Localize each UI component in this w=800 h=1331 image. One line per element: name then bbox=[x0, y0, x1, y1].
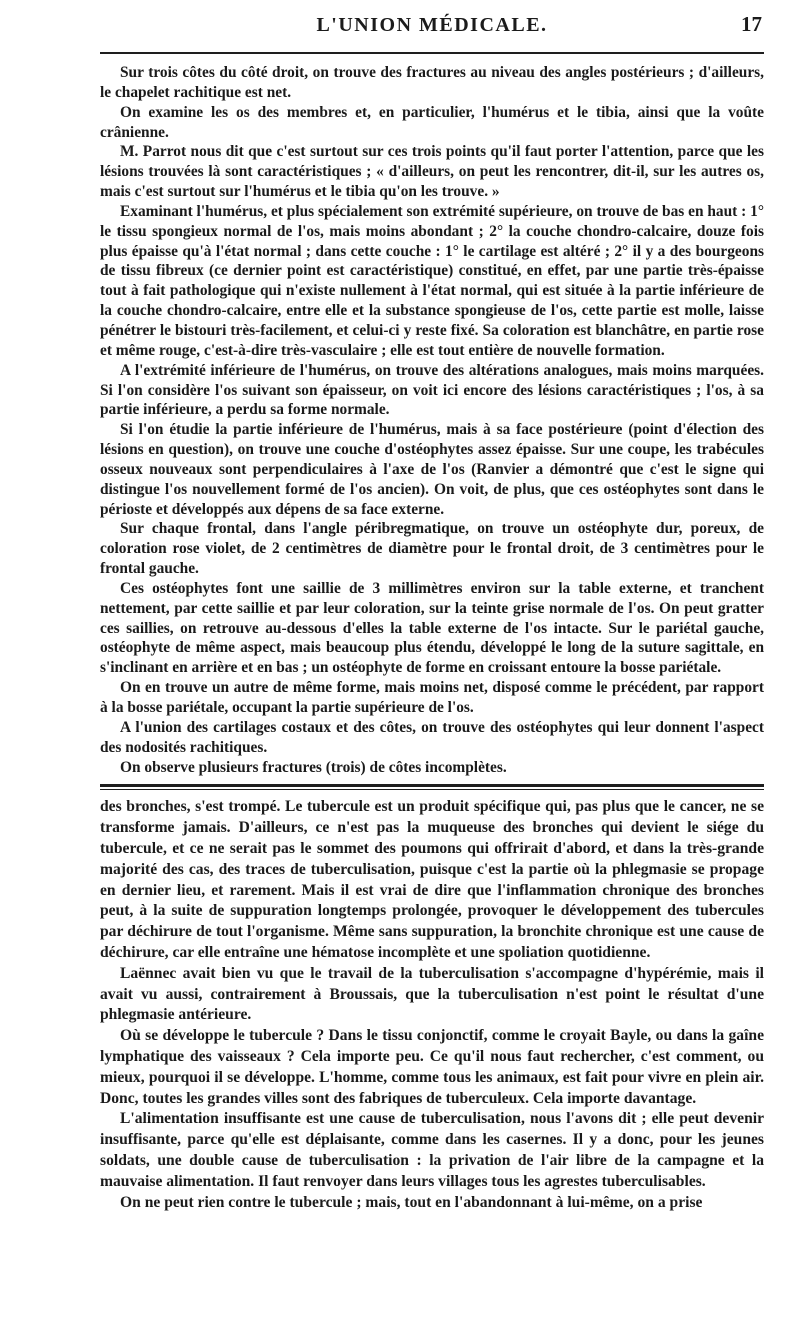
paragraph: A l'union des cartilages costaux et des côtes, on trouve des ostéophytes qui leur donnent l'aspect des nodosités rachitiques. bbox=[100, 718, 764, 756]
paragraph: On ne peut rien contre le tubercule ; mais, tout en l'abandonnant à lui-même, on a prise bbox=[120, 1193, 703, 1211]
paragraph: Où se développe le tubercule ? Dans le tissu conjonctif, comme le croyait Bayle, ou dans la gaîne lymphatique des vaisseaux ? Cela importe peu. Ce qu'il nous faut rechercher, c'est comment, ou mieux, pourquoi il se développe. L'homme, comme tous les animaux, est fait pour vivre en plein air. Donc, toutes les grandes villes sont des fabriques de tuberculeux. Cela importe davantage. bbox=[100, 1027, 764, 1107]
running-title: L'UNION MÉDICALE. bbox=[316, 14, 548, 36]
page-header bbox=[100, 0, 764, 54]
paragraph: Examinant l'humérus, et plus spécialement son extrémité supérieure, on trouve de bas en haut : 1° le tissu spongieux normal de l'os, mais moins abondant ; 2° la couche chondro-calcaire, douze fois plus épaisse qu'à l'état normal ; dans cette couche : 1° le cartilage est altéré ; 2° il y a des bourgeons de tissu fibreux (ce dernier point est caractéristique) constitué, en effet, par une partie très-épaisse tout à fait pathologique qui n'existe nullement à l'état normal, qui est située à la partie inférieure de la couche chondro-calcaire, entre elle et la substance spongieuse de l'os, cette partie est molle, laisse pénétrer le bistouri très-facilement, et celui-ci y reste fixé. Sa coloration est blanchâtre, en partie rose et même rouge, c'est-à-dire très-vasculaire ; elle est tout entière de nouvelle formation. bbox=[100, 202, 764, 359]
section-divider bbox=[100, 784, 764, 790]
paragraph: A l'extrémité inférieure de l'humérus, on trouve des altérations analogues, mais moins marquées. Si l'on considère l'os suivant son épaisseur, on voit ici encore des lésions caractéristiques ; l'os, à sa partie inférieure, a perdu sa forme normale. bbox=[100, 361, 764, 419]
tuberculosis-section bbox=[100, 797, 764, 1213]
paragraph: Sur chaque frontal, dans l'angle péribregmatique, on trouve un ostéophyte dur, poreux, de coloration rose violet, de 2 centimètres de diamètre pour le frontal droit, de 3 centimètres pour le frontal gauche. bbox=[100, 520, 764, 578]
paragraph: M. Parrot nous dit que c'est surtout sur ces trois points qu'il faut porter l'attention, parce que les lésions trouvées là sont caractéristiques ; « d'ailleurs, on peut les rencontrer, dit-il, sur les autres os, mais c'est surtout sur l'humérus et le tibia qu'on les trouve. » bbox=[100, 143, 764, 201]
paragraph: On observe plusieurs fractures (trois) de côtes incomplètes. bbox=[120, 758, 507, 776]
paragraph: Si l'on étudie la partie inférieure de l'humérus, mais à sa face postérieure (point d'élection des lésions en question), on trouve une couche d'ostéophytes assez épaisse. Sur une coupe, les trabécules osseux nouveaux sont perpendiculaires à l'axe de l'os (Ranvier a démontré que c'est le signe qui distingue l'os nouvellement formé de l'os ancien). On voit, de plus, que ces ostéophytes sont dans le périoste et développés aux dépens de sa face externe. bbox=[100, 421, 764, 518]
page-number: 17 bbox=[741, 12, 762, 36]
paragraph: L'alimentation insuffisante est une cause de tuberculisation, nous l'avons dit ; elle peut devenir insuffisante, parce qu'elle est déplaisante, comme dans les casernes. Il y a donc, pour les jeunes soldats, une double cause de tuberculisation : la privation de l'air libre de la campagne et la mauvaise alimentation. Il faut renvoyer dans leurs villages tous les agrestes tuberculisables. bbox=[100, 1110, 764, 1190]
paragraph: Sur trois côtes du côté droit, on trouve des fractures au niveau des angles postérieurs ; d'ailleurs, le chapelet rachitique est net. bbox=[100, 64, 764, 101]
paragraph: On examine les os des membres et, en particulier, l'humérus et le tibia, ainsi que la voûte crânienne. bbox=[100, 103, 764, 141]
case-report-section bbox=[100, 63, 764, 777]
paragraph: On en trouve un autre de même forme, mais moins net, disposé comme le précédent, par rapport à la bosse pariétale, occupant la partie supérieure de l'os. bbox=[100, 679, 764, 716]
continuation-paragraph: des bronches, s'est trompé. Le tubercule est un produit spécifique qui, pas plus que le cancer, ne se transforme jamais. D'ailleurs, ce n'est pas la muqueuse des bronches qui devient le siége du tubercule, et ce ne serait pas le sommet des poumons qui offrirait d'abord, et dans la très-grande majorité des cas, des traces de tuberculisation, puisque c'est la partie où la phlegmasie se propage en dernier lieu, et rarement. Mais il est vrai de dire que l'inflammation chronique des bronches peut, à la suite de suppuration longtemps prolongée, provoquer le développement des tubercules par déchirure de tout l'organisme. Même sans suppuration, la bronchite chronique est une cause de déchirure, car elle entraîne une hématose incomplète et une spoliation quotidienne. bbox=[100, 798, 764, 961]
paragraph: Ces ostéophytes font une saillie de 3 millimètres environ sur la table externe, et tranchent nettement, par cette saillie et par leur coloration, sur la teinte grise normale de l'os. On peut gratter ces saillies, on retrouve au-dessous d'elles la table externe de l'os intacte. Sur le pariétal gauche, ostéophyte de même aspect, mais beaucoup plus étendu, développé le long de la suture sagittale, en s'inclinant en arrière et en bas ; un ostéophyte de forme en croissant entoure la bosse pariétale. bbox=[100, 579, 764, 677]
paragraph: Laënnec avait bien vu que le travail de la tuberculisation s'accompagne d'hypérémie, mais il avait vu aussi, contrairement à Broussais, que la tuberculisation n'est point le résultat d'une phlegmasie antérieure. bbox=[100, 964, 764, 1024]
